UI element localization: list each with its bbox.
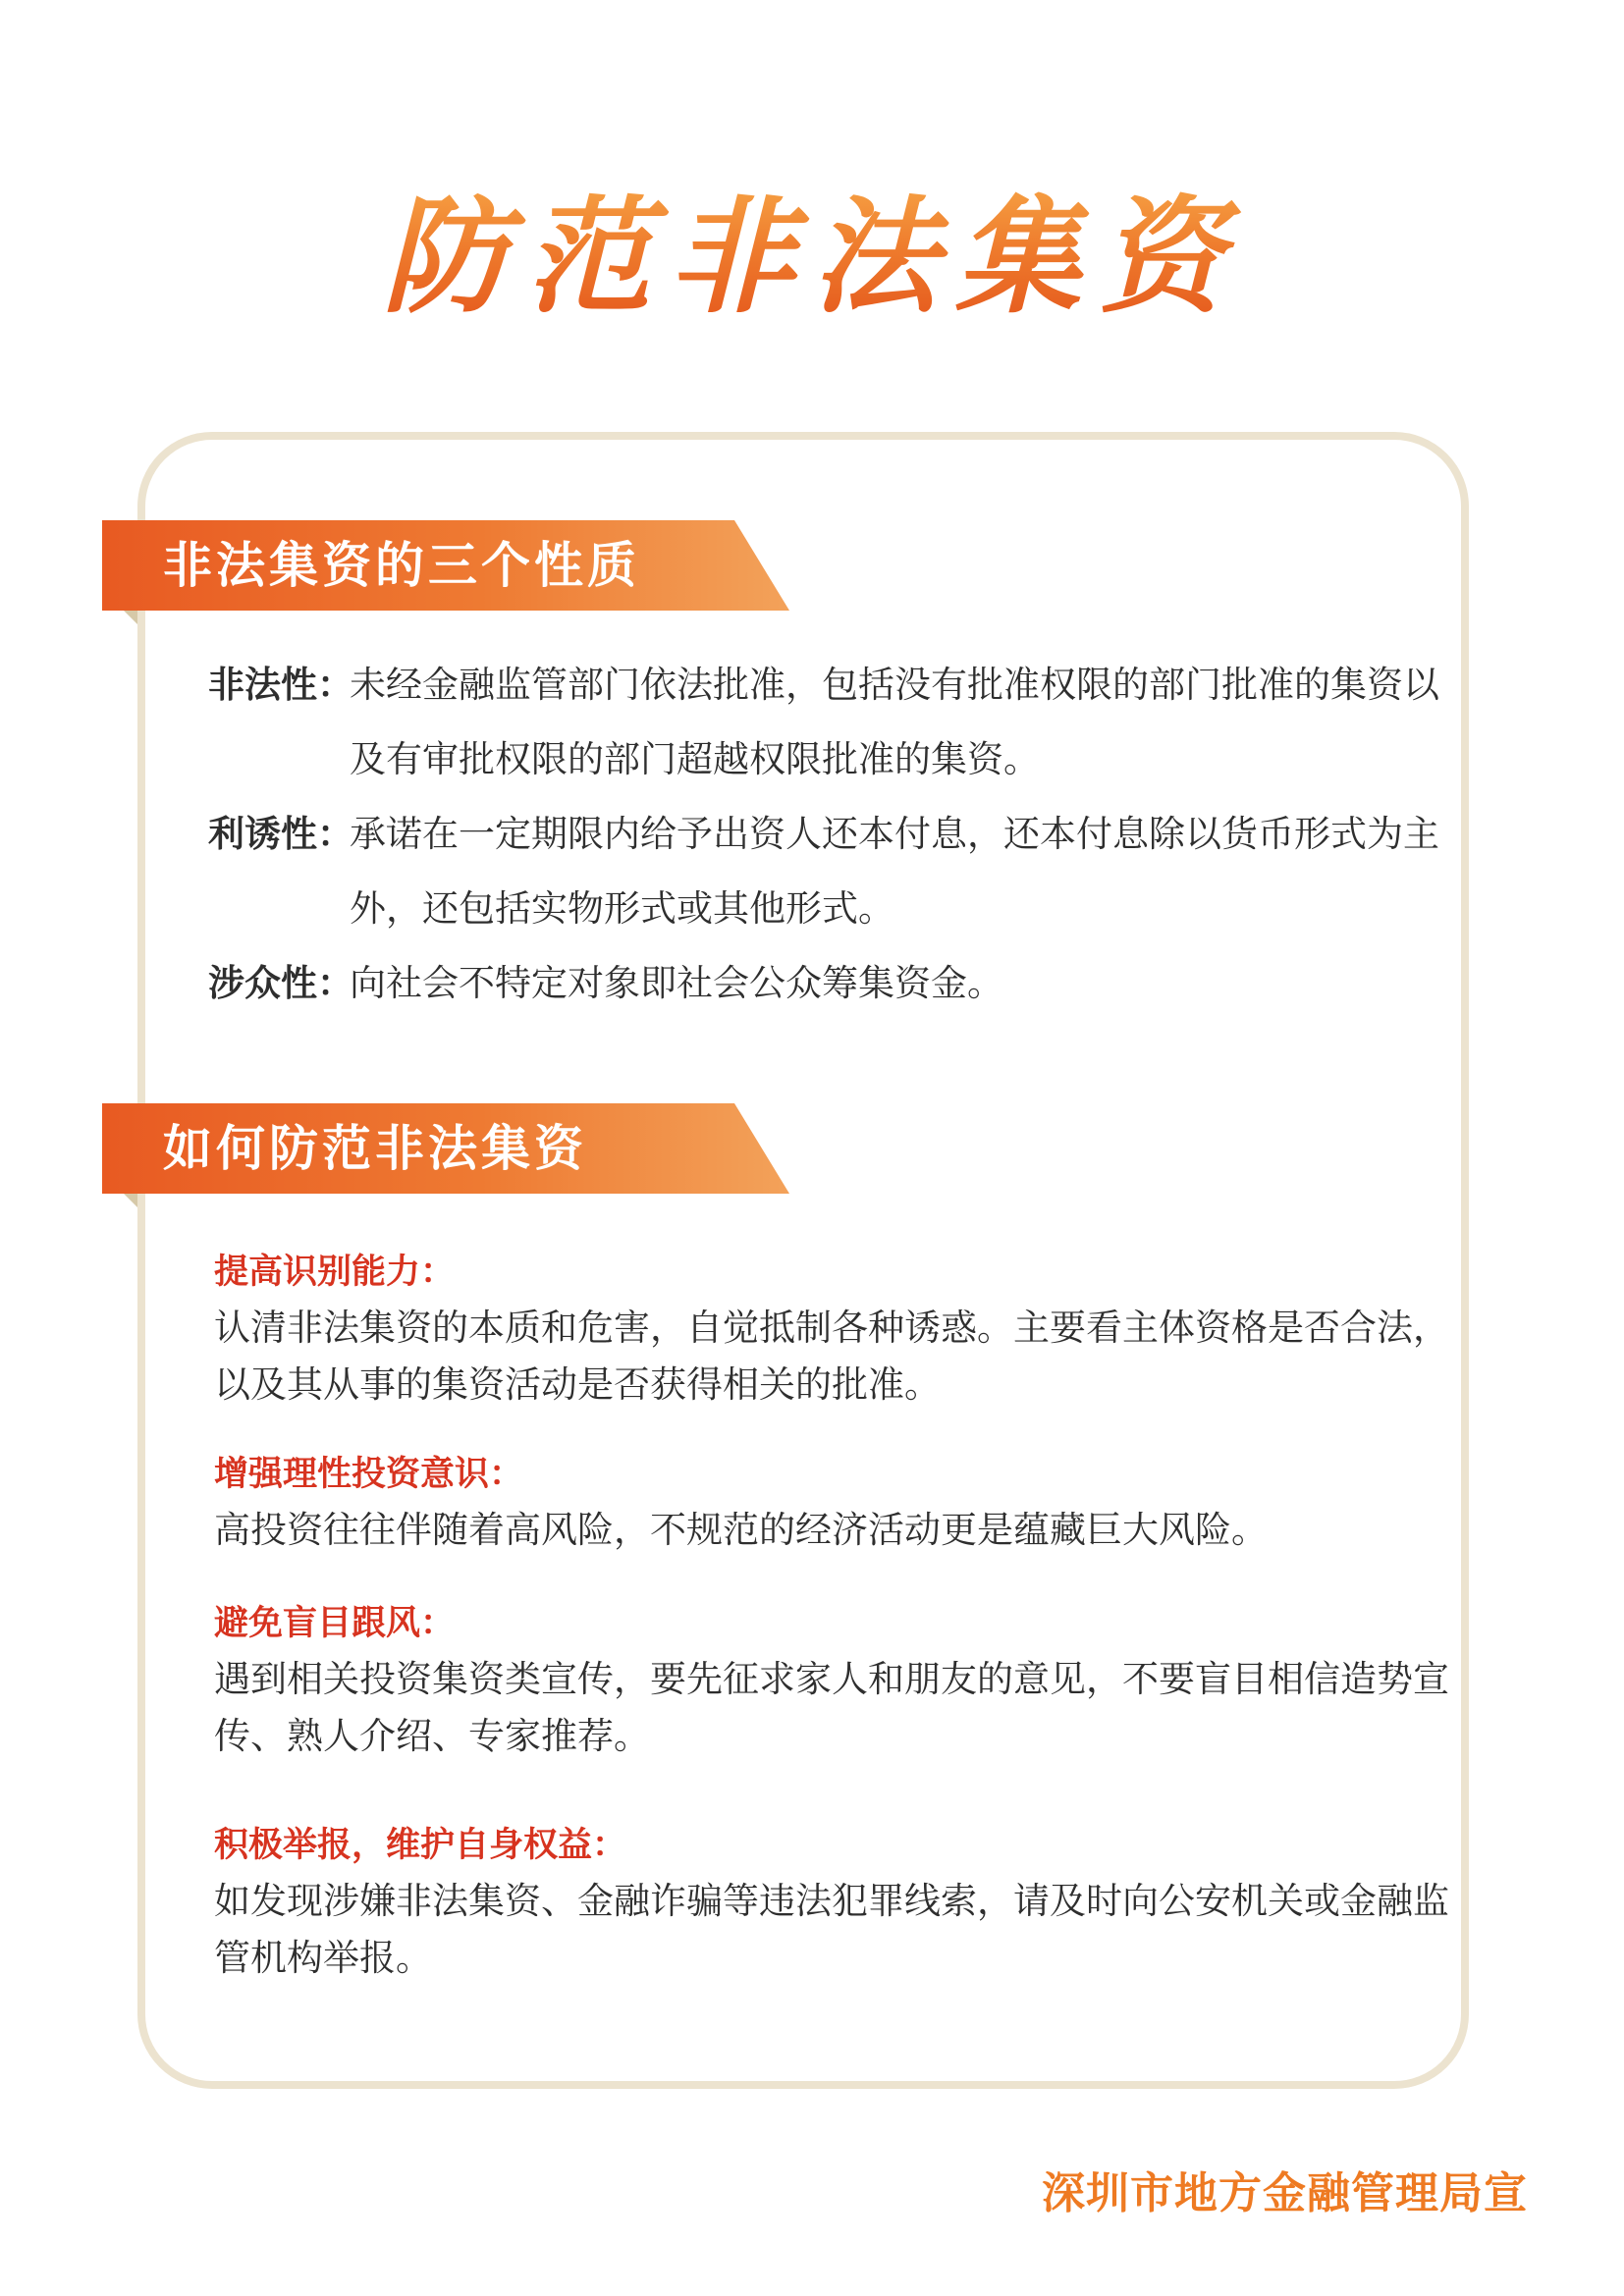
nature-term: 涉众性： (208, 962, 353, 1004)
tip-body: 认清非法集资的本质和危害，自觉抵制各种诱惑。主要看主体资格是否合法，以及其从事的集资活动是否获得相关的批准。 (214, 1307, 1449, 1406)
section-header-prevention (102, 1103, 789, 1201)
nature-term: 利诱性： (208, 813, 353, 855)
tip-body: 高投资往往伴随着高风险，不规范的经济活动更是蕴藏巨大风险。 (214, 1509, 1268, 1551)
section-header-nature (102, 520, 789, 618)
tip-rational-investment (214, 1447, 1476, 1559)
section-heading: 非法集资的三个性质 (163, 537, 640, 594)
tip-avoid-following (214, 1596, 1476, 1765)
nature-description: 承诺在一定期限内给予出资人还本付息，还本付息除以货币形式为主外，还包括实物形式或其他形式。 (350, 813, 1439, 930)
nature-item-publicity (208, 946, 1485, 1021)
tip-title: 提高识别能力： (214, 1253, 456, 1292)
tip-title: 避免盲目跟风： (214, 1604, 456, 1643)
page-title: 防范非法集资 (0, 185, 1624, 332)
tip-recognition (214, 1245, 1476, 1414)
tip-body: 遇到相关投资集资类宣传，要先征求家人和朋友的意见，不要盲目相信造势宣传、熟人介绍、专家推荐。 (214, 1658, 1449, 1757)
nature-item-inducement (208, 797, 1485, 946)
nature-term: 非法性： (208, 664, 353, 706)
nature-description: 未经金融监管部门依法批准，包括没有批准权限的部门批准的集资以及有审批权限的部门超越权限批准的集资。 (350, 664, 1439, 780)
section-heading: 如何防范非法集资 (163, 1120, 587, 1177)
issuer-footer: 深圳市地方金融管理局宣 (1042, 2168, 1528, 2218)
nature-description: 向社会不特定对象即社会公众筹集资金。 (350, 962, 1003, 1004)
tip-body: 如发现涉嫌非法集资、金融诈骗等违法犯罪线索，请及时向公安机关或金融监管机构举报。 (214, 1880, 1449, 1979)
tip-report (214, 1818, 1476, 1987)
nature-item-illegality (208, 648, 1485, 797)
tip-title: 积极举报，维护自身权益： (214, 1826, 627, 1865)
tip-title: 增强理性投资意识： (214, 1455, 524, 1494)
